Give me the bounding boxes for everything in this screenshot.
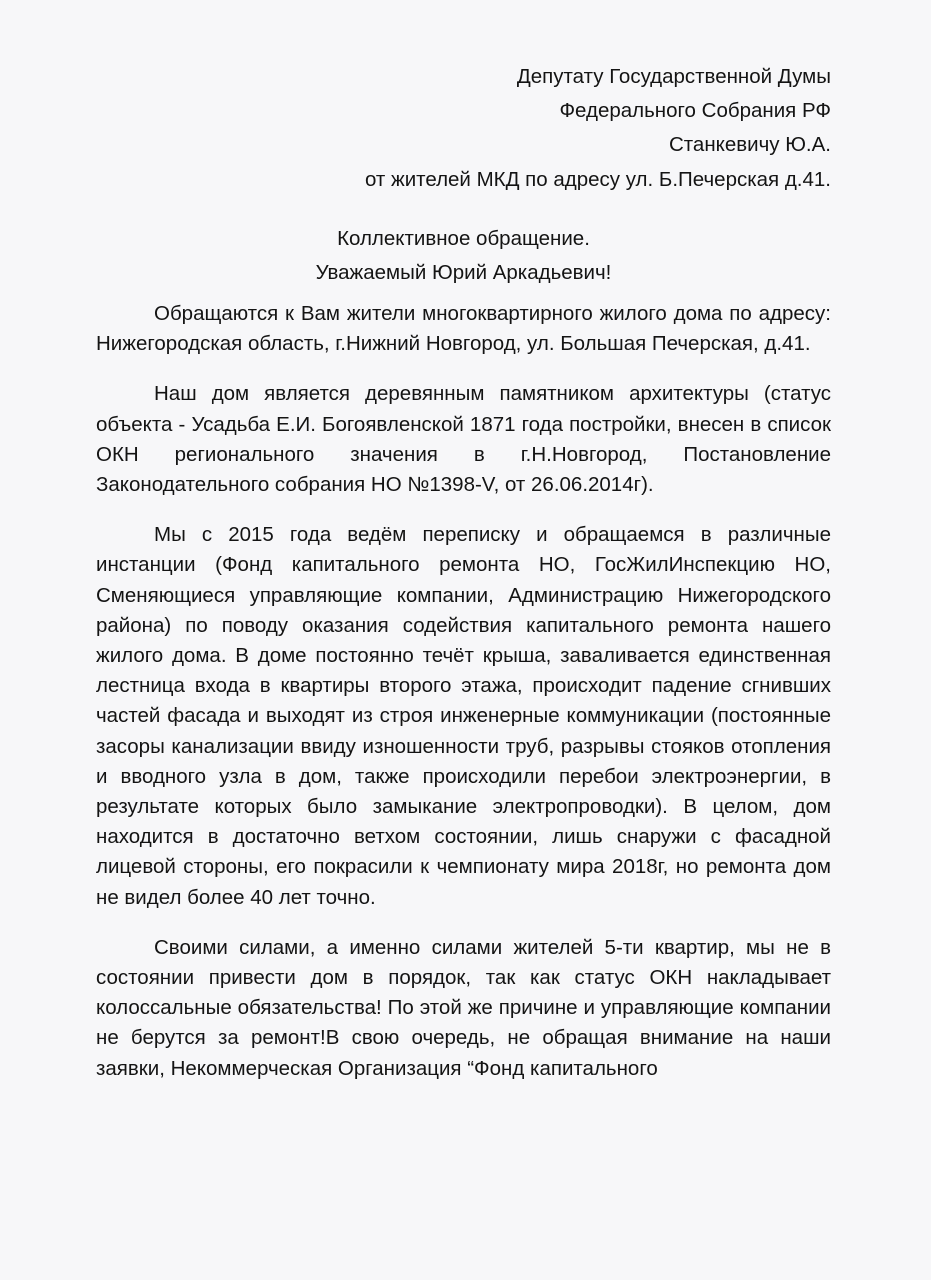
addressee-line-1: Депутату Государственной Думы <box>516 65 831 88</box>
letter-heading <box>96 222 831 290</box>
paragraph-4: Своими силами, а именно силами жителей 5-ти квартир, мы не в состоянии привести дом в порядок, так как статус ОКН накладывает колоссальные обязательства! По этой же причине и управляющие компании не берутся за ремонт!В свою очередь, не обращая внимание на наши заявки, Некоммерческая Организация “Фонд капитального <box>96 935 831 1080</box>
letter-body <box>96 299 831 1084</box>
addressee-line-3: Станкевичу Ю.А. <box>668 133 831 157</box>
document-title: Коллективное обращение. <box>337 227 590 250</box>
salutation: Уважаемый Юрий Аркадьевич! <box>315 261 612 284</box>
addressee-line-2: Федерального Собрания РФ <box>559 99 831 123</box>
addressee-line-4: от жителей МКД по адресу ул. Б.Печерская д.41. <box>364 167 831 191</box>
paragraph-1: Обращаются к Вам жители многоквартирного жилого дома по адресу: Нижегородская область, г.Нижний Новгород, ул. Большая Печерская, д.41. <box>96 302 831 356</box>
paragraph-3: Мы с 2015 года ведём переписку и обращаемся в различные инстанции (Фонд капитального ремонта НО, ГосЖилИнспекцию НО, Сменяющиеся управляющие компании, Администрацию Нижегородского района) по поводу оказания содействия капитального ремонта нашего жилого дома. В доме постоянно течёт крыша, заваливается единственная лестница входа в квартиры второго этажа, происходит падение сгнивших частей фасада и выходят из строя инженерные коммуникации (постоянные засоры канализации ввиду изношенности труб, разрывы стояков отопления и вводного узла в дом, также происходили перебои электроэнергии, в результате которых было замыкание электропроводки). В целом, дом находится в достаточно ветхом состоянии, лишь снаружи с фасадной лицевой стороны, его покрасили к чемпионату мира 2018г, но ремонта дом не видел более 40 лет точно. <box>96 523 831 909</box>
paragraph-2: Наш дом является деревянным памятником архитектуры (статус объекта - Усадьба Е.И. Богоявленской 1871 года постройки, внесен в список ОКН регионального значения в г.Н.Новгород, Постановление Законодательного собрания НО №1398-V, от 26.06.2014г). <box>96 382 831 497</box>
addressee-block <box>96 60 831 197</box>
